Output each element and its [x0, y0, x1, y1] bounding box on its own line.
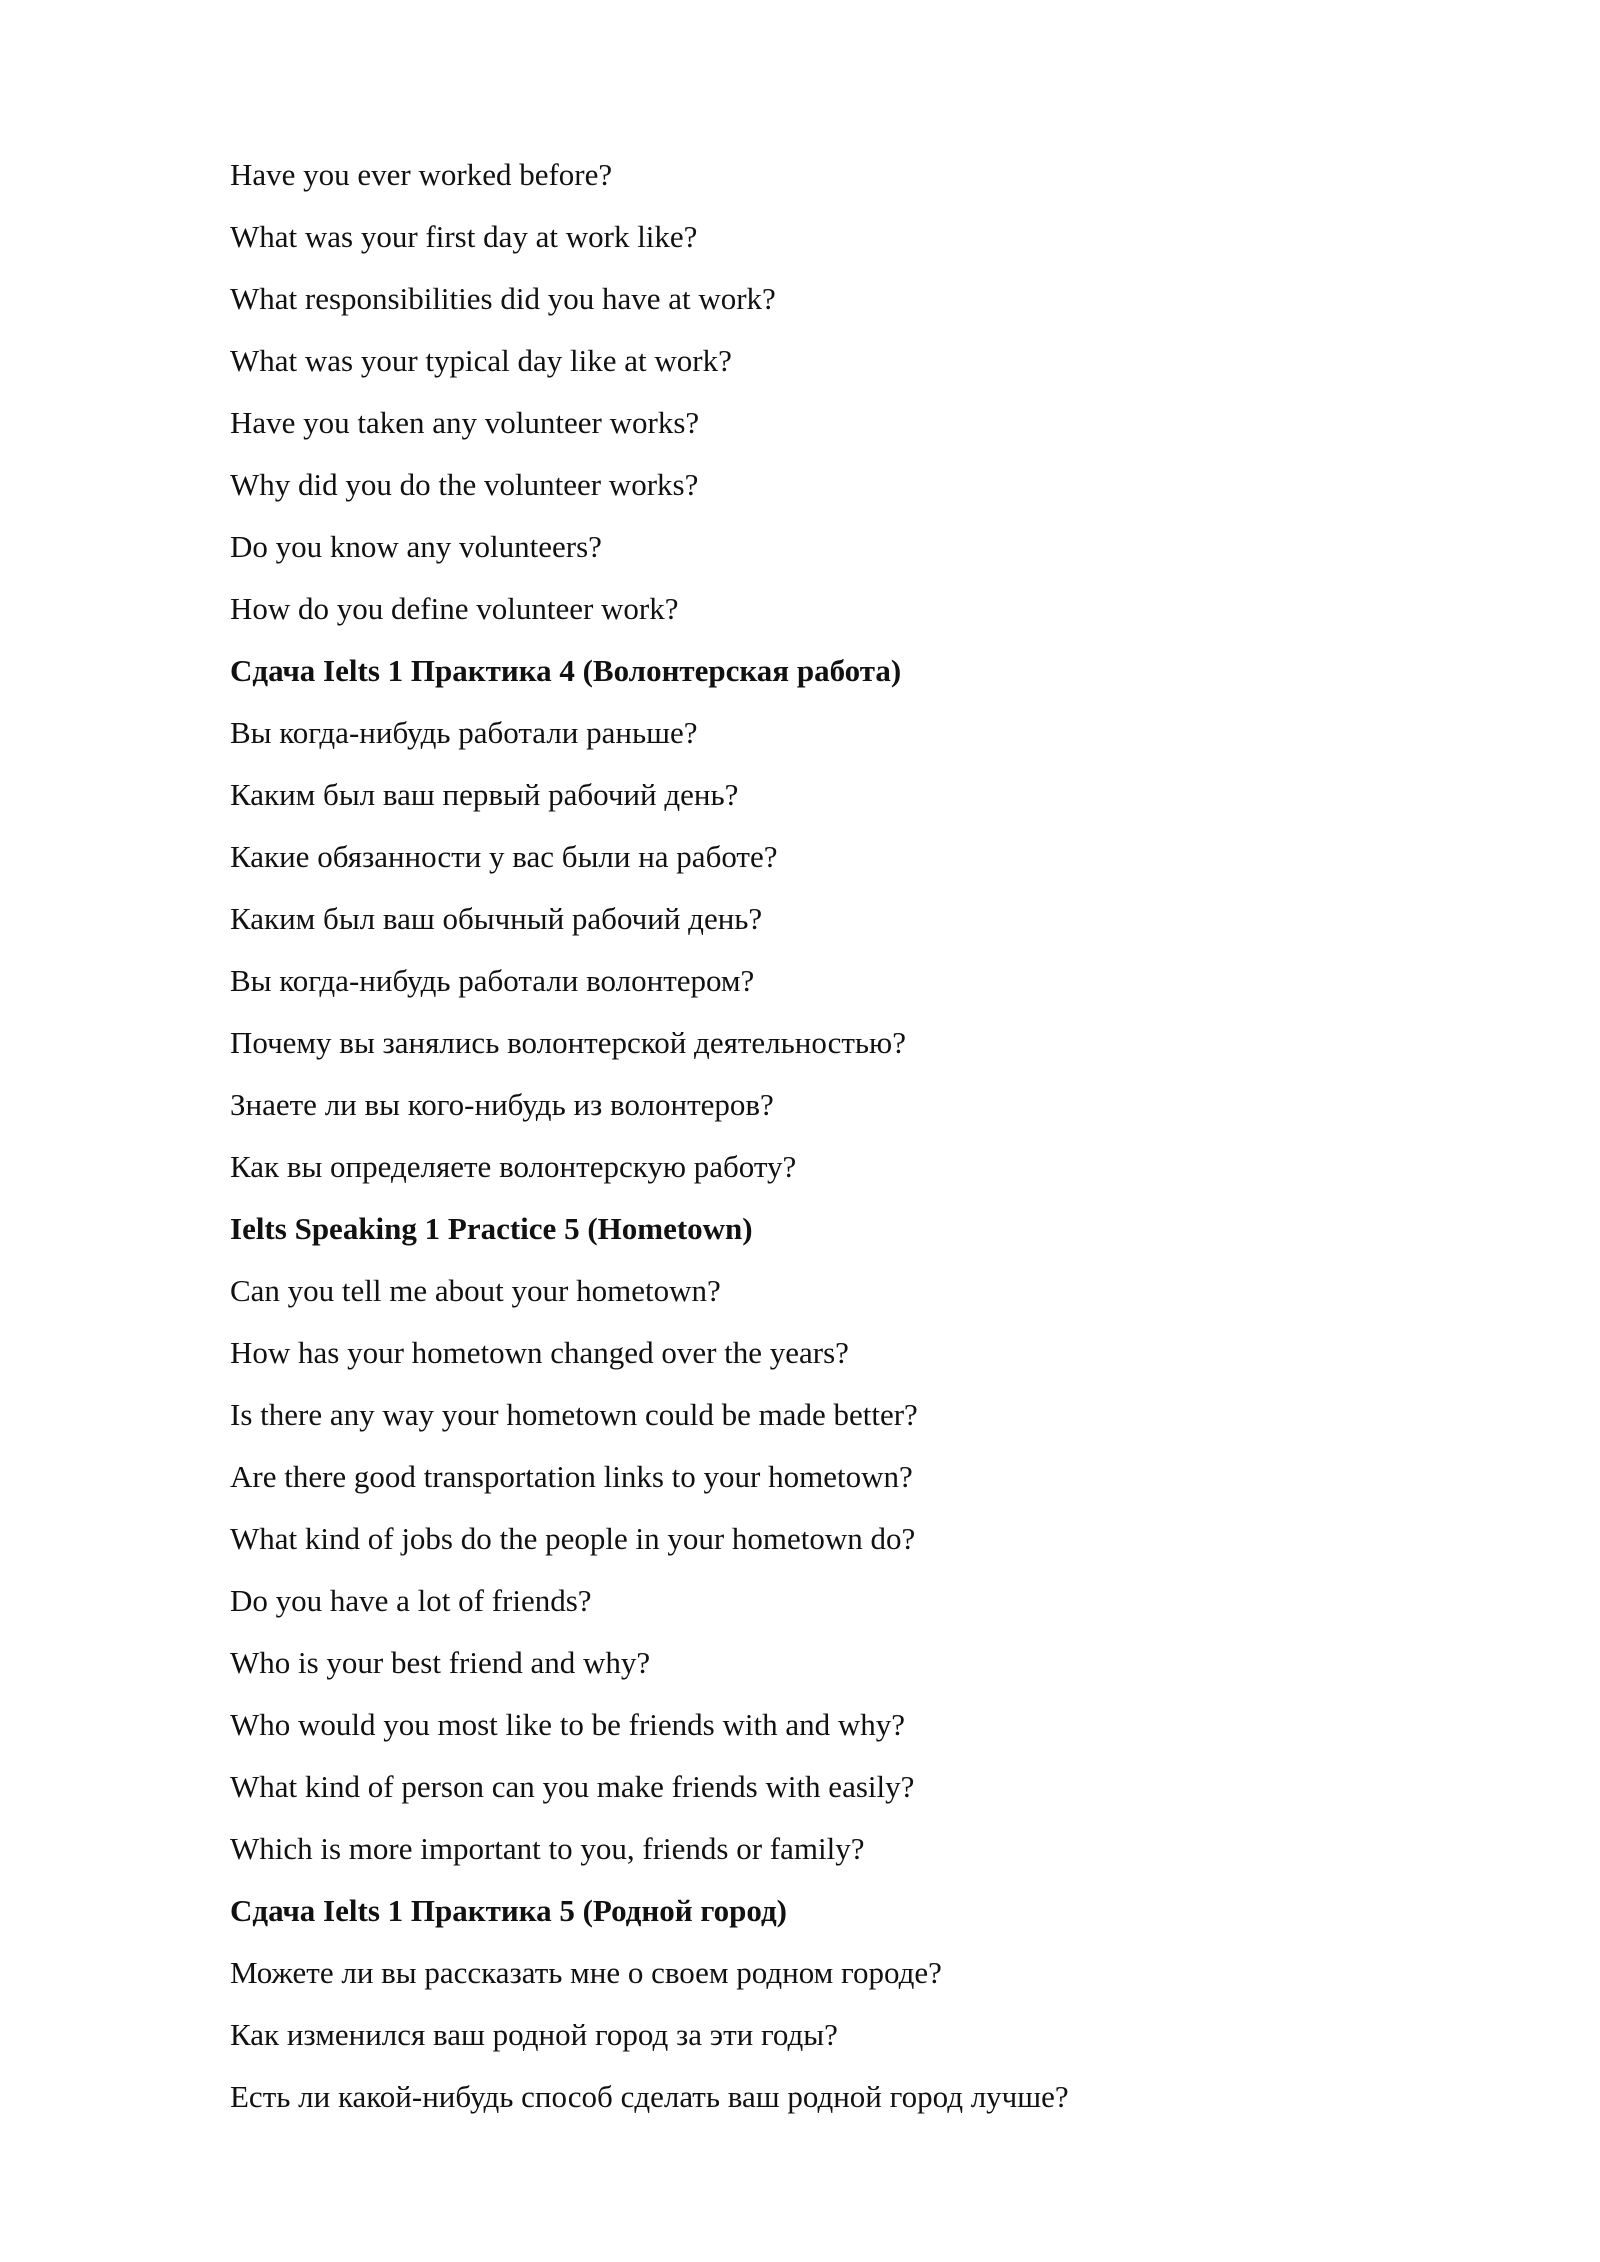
question-line: Have you ever worked before? [230, 157, 613, 192]
question-line: How has your hometown changed over the years? [230, 1335, 849, 1370]
question-line: What responsibilities did you have at work? [230, 281, 776, 316]
question-line: How do you define volunteer work? [230, 591, 679, 626]
question-line: Как изменился ваш родной город за эти годы? [230, 2017, 838, 2052]
question-line: Какие обязанности у вас были на работе? [230, 839, 778, 874]
question-line: Вы когда-нибудь работали волонтером? [230, 963, 755, 998]
question-line: Каким был ваш обычный рабочий день? [230, 901, 763, 936]
question-line: Who is your best friend and why? [230, 1645, 651, 1680]
section-heading: Сдача Ielts 1 Практика 5 (Родной город) [230, 1893, 787, 1928]
question-line: Знаете ли вы кого-нибудь из волонтеров? [230, 1087, 774, 1122]
question-line: Есть ли какой-нибудь способ сделать ваш родной город лучше? [230, 2079, 1069, 2114]
question-line: Do you know any volunteers? [230, 529, 602, 564]
question-line: Who would you most like to be friends with and why? [230, 1707, 906, 1742]
question-line: Can you tell me about your hometown? [230, 1273, 721, 1308]
question-line: Каким был ваш первый рабочий день? [230, 777, 739, 812]
question-line: What kind of person can you make friends with easily? [230, 1769, 915, 1804]
question-line: Have you taken any volunteer works? [230, 405, 700, 440]
question-line: Как вы определяете волонтерскую работу? [230, 1149, 797, 1184]
question-line: Почему вы занялись волонтерской деятельностью? [230, 1025, 906, 1060]
document-body [230, 144, 1430, 2128]
question-line: Are there good transportation links to your hometown? [230, 1459, 913, 1494]
question-line: What kind of jobs do the people in your hometown do? [230, 1521, 916, 1556]
question-line: What was your typical day like at work? [230, 343, 732, 378]
section-heading: Сдача Ielts 1 Практика 4 (Волонтерская работа) [230, 653, 902, 688]
question-line: Why did you do the volunteer works? [230, 467, 699, 502]
question-line: Вы когда-нибудь работали раньше? [230, 715, 698, 750]
section-heading: Ielts Speaking 1 Practice 5 (Hometown) [230, 1211, 753, 1246]
question-line: Do you have a lot of friends? [230, 1583, 592, 1618]
question-line: Which is more important to you, friends or family? [230, 1831, 865, 1866]
question-line: Можете ли вы рассказать мне о своем родном городе? [230, 1955, 942, 1990]
question-line: What was your first day at work like? [230, 219, 698, 254]
question-line: Is there any way your hometown could be made better? [230, 1397, 918, 1432]
